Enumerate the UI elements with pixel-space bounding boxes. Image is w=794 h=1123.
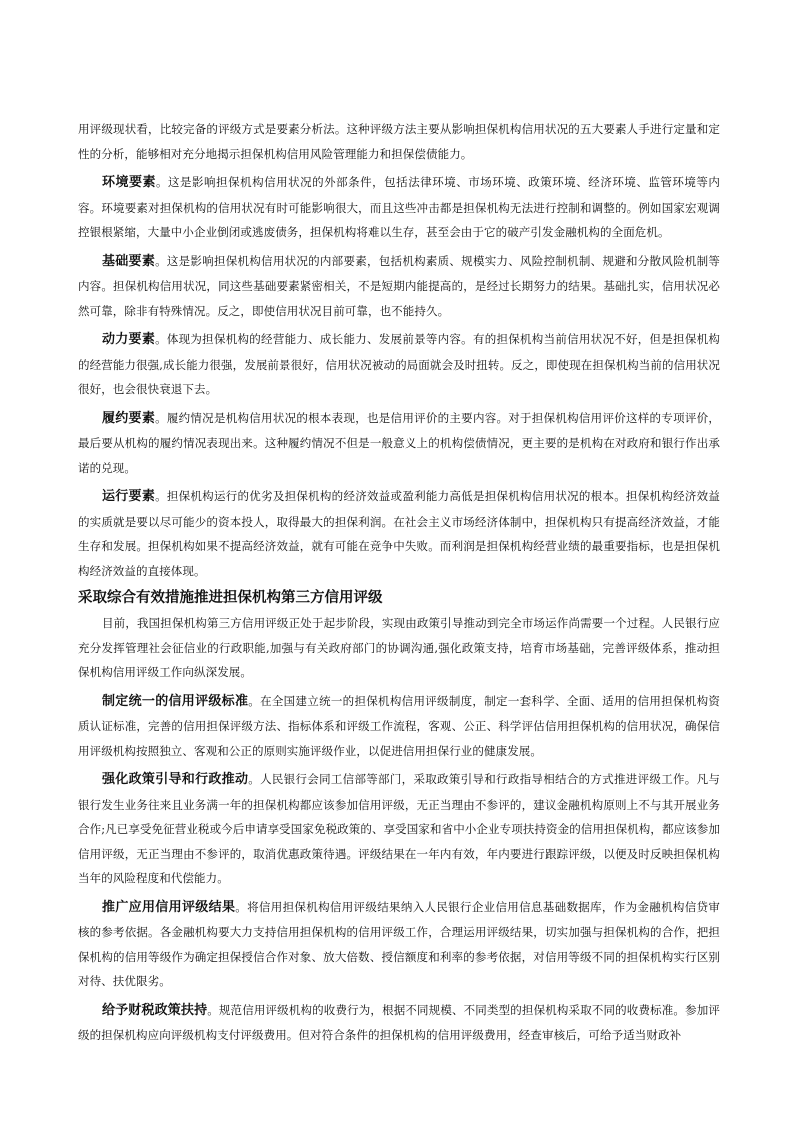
paragraph-text: 。人民银行会同工信部等部门，采取政策引导和行政指导相结合的方式推进评级工作。凡与银行发生业务往来且业务满一年的担保机构都应该参加信用评级，无正当理由不参评的，建议金融机构原则上不与其开展业务合作;凡已享受免征营业税或今后申请享受国家免税政策的、享受国家和省中小企业专项扶持资金的信用担保机构，都应该参加信用评级，无正当理由不参评的，取消优惠政策待遇。评级结果在一年内有效，年内要进行跟踪评级，以便及时反映担保机构当年的风险程度和代偿能力。 — [78, 772, 720, 885]
paragraph-overview — [78, 611, 720, 685]
paragraph-text: 。在全国建立统一的担保机构信用评级制度，制定一套科学、全面、适用的信用担保机构资质认证标准，完善的信用担保评级方法、指标体系和评级工作流程，客观、公正、科学评估信用担保机构的信用状况，确保信用评级机构按照独立、客观和公正的原则实施评级作业，以促进信用担保行业的健康发展。 — [78, 693, 720, 758]
paragraph-lead: 推广应用信用评级结果 — [102, 899, 236, 915]
paragraph-text: 。履约情况是机构信用状况的根本表现，也是信用评价的主要内容。对于担保机构信用评价这样的专项评价，最后要从机构的履约情况表现出来。这种履约情况不但是一般意义上的机构偿债情况，更主要的是机构在对政府和银行作出承诺的兑现。 — [78, 410, 720, 475]
paragraph-text: 目前，我国担保机构第三方信用评级正处于起步阶段，实现由政策引导推动到完全市场运作尚需要一个过程。人民银行应充分发挥管理社会征信业的行政职能,加强与有关政府部门的协调沟通,强化政策支持，培育市场基础，完善评级体系，推动担保机构信用评级工作向纵深发展。 — [78, 616, 720, 679]
paragraph-performance — [78, 406, 720, 481]
paragraph-lead: 环境要素 — [102, 175, 157, 190]
paragraph-lead: 制定统一的信用评级标准 — [102, 693, 249, 709]
paragraph-dynamics — [78, 327, 720, 402]
paragraph-lead: 基础要素 — [102, 253, 156, 269]
paragraph-text: 。体现为担保机构的经营能力、成长能力、发展前景等内容。有的担保机构当前信用状况不好，但是担保机构的经营能力很强,成长能力很强，发展前景很好，信用状况被动的局面就会及时扭转。反之，即使现在担保机构当前的信用状况很好，也会很快衰退下去。 — [78, 332, 720, 396]
section-heading: 采取综合有效措施推进担保机构第三方信用评级 — [78, 590, 383, 606]
paragraph-environment — [78, 170, 720, 245]
paragraph-text: 用评级现状看，比较完备的评级方式是要素分析法。这种评级方法主要从影响担保机构信用状况的五大要素人手进行定量和定性的分析，能够相对充分地揭示担保机构信用风险管理能力和担保偿债能力。 — [78, 122, 720, 161]
paragraph-operation — [78, 484, 720, 583]
document-body — [78, 117, 720, 1052]
paragraph-text: 。规范信用评级机构的收费行为，根据不同规模、不同类型的担保机构采取不同的收费标准。参加评级的担保机构应向评级机构支付评级费用。但对符合条件的担保机构的信用评级费用，经查审核后，可给予适当财政补 — [78, 1002, 720, 1042]
paragraph-text: 。这是影响担保机构信用状况的内部要素，包括机构素质、规模实力、风险控制机制、规避和分散风险机制等内容。担保机构信用状况，同这些基础要素紧密相关，不是短期内能提高的，是经过长期努力的结果。基础扎实，信用状况必然可靠，除非有特殊情况。反之，即使信用状况目前可靠，也不能持久。 — [78, 253, 720, 318]
paragraph-text: 。将信用担保机构信用评级结果纳入人民银行企业信用信息基础数据库，作为金融机构信贷审核的参考依据。各金融机构要大力支持信用担保机构的信用评级工作，合理运用评级结果，切实加强与担保机构的合作，把担保机构的信用等级作为确定担保授信合作对象、放大倍数、授信额度和利率的参考依据，对信用等级不同的担保机构实行区别对待、扶优限劣。 — [78, 899, 720, 988]
paragraph-foundation — [78, 249, 720, 324]
paragraph-intro — [78, 117, 720, 166]
paragraph-lead: 强化政策引导和行政推动 — [102, 772, 249, 787]
paragraph-policy-guidance — [78, 767, 720, 891]
paragraph-lead: 履约要素 — [102, 410, 156, 426]
paragraph-lead: 运行要素 — [102, 489, 156, 504]
paragraph-lead: 动力要素 — [102, 332, 156, 347]
paragraph-unified-standard — [78, 689, 720, 764]
paragraph-lead: 给予财税政策扶持 — [102, 1002, 208, 1018]
paragraph-text: 。担保机构运行的优劣及担保机构的经济效益或盈利能力高低是担保机构信用状况的根本。担保机构经济效益的实质就是要以尽可能少的资本投人，取得最大的担保利润。在社会主义市场经济体制中，担保机构只有提高经济效益，才能生存和发展。担保机构如果不提高经济效益，就有可能在竞争中失败。而利润是担保机构经营业绩的最重要指标，也是担保机构经济效益的直接体现。 — [78, 489, 720, 578]
paragraph-fiscal-support — [78, 998, 720, 1048]
paragraph-apply-results — [78, 895, 720, 994]
paragraph-text: 。这是影响担保机构信用状况的外部条件，包括法律环境、市场环境、政策环境、经济环境、监管环境等内容。环境要素对担保机构的信用状况有时可能影响很大，而且这些冲击都是担保机构无法进行控制和调整的。例如国家宏观调控银根紧缩，大量中小企业倒闭或逃废债务，担保机构将难以生存，甚至会由于它的破产引发金融机构的全面危机。 — [78, 175, 720, 239]
